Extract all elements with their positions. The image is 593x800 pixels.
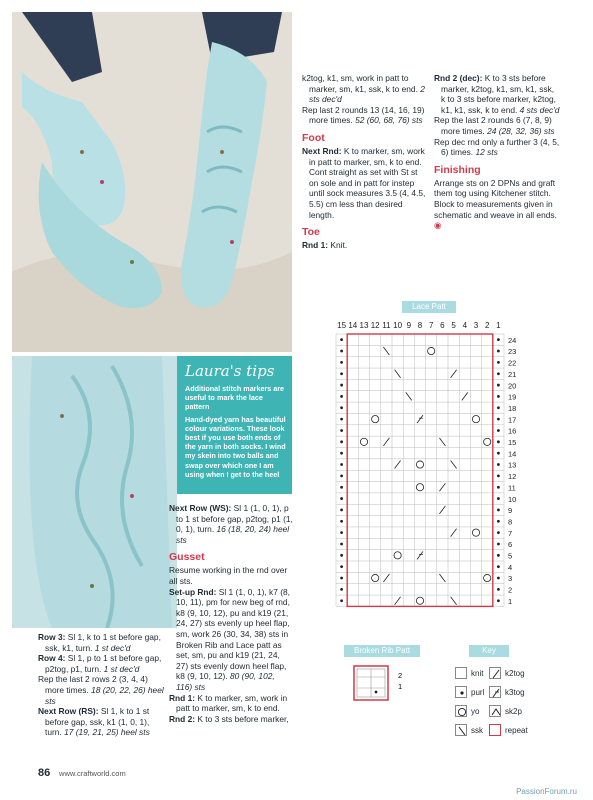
row-number: 14	[508, 449, 517, 459]
purl-dot-icon	[340, 452, 343, 455]
instruction-text: K to marker, sm, work in patt to marker, sm, k to end.	[176, 692, 288, 714]
tips-paragraph: Hand-dyed yarn has beautiful colour variations. These look best if you use both ends of the yarn in both socks. I wind my skein into two balls and swap over which one I am using when I get to the heel	[185, 414, 286, 479]
purl-dot-icon	[497, 452, 500, 455]
stitch-count: 16 (18, 20, 24) heel sts	[176, 524, 290, 545]
socks-photo	[12, 12, 292, 352]
row-number: 10	[508, 494, 517, 504]
instruction-text: Arrange sts on 2 DPNs and graft them tog using Kitchener stitch. Block to measurements given in schematic and weave in all ends.	[434, 177, 557, 220]
yo-circle-icon	[360, 438, 367, 445]
yo-circle-icon	[416, 484, 423, 491]
key-item-label: ssk	[471, 725, 483, 735]
yo-circle-icon	[416, 597, 423, 604]
rib-chart-label: Broken Rib Patt	[344, 645, 420, 657]
key-item-label: yo	[471, 706, 480, 716]
purl-dot-icon	[340, 543, 343, 546]
purl-dot-icon	[497, 486, 500, 489]
ssk-backslash-icon	[439, 574, 445, 582]
instruction-text: Rep the last 2 rounds 6 (7, 8, 9) more times.	[434, 115, 552, 136]
stitch-count: 17 (19, 21, 25) heel sts	[64, 727, 150, 738]
yo-circle-icon	[472, 529, 479, 536]
k2tog-slash-icon	[417, 415, 423, 423]
column-number: 12	[370, 321, 380, 330]
purl-dot-icon	[340, 372, 343, 375]
purl-dot-icon	[497, 577, 500, 580]
purl-dot-icon	[497, 361, 500, 364]
tips-box	[177, 356, 292, 494]
purl-dot-icon	[340, 554, 343, 557]
purl-dot-icon	[340, 509, 343, 512]
tips-paragraph: Additional stitch markers are useful to mark the lace pattern	[185, 384, 285, 412]
k2tog-slash-icon	[383, 574, 389, 582]
rib-chart	[352, 664, 412, 704]
purl-dot-icon	[340, 440, 343, 443]
instruction-text: Sl 1, k to 1 st before gap, ssk, k1 (1, 0, 1), turn.	[45, 706, 150, 738]
key-sk2p	[489, 705, 522, 717]
row-number: 1	[508, 596, 513, 606]
instruction-text: k2tog, k1, sm, work in patt to marker, sm, k1, ssk, k to end.	[302, 73, 418, 94]
purl-dot-icon	[340, 338, 343, 341]
row-number: 8	[508, 517, 513, 527]
instruction-text: Rep dec rnd only a further 3 (4, 5, 6) times.	[434, 136, 560, 158]
purl-dot-icon	[340, 497, 343, 500]
ssk-backslash-icon	[455, 724, 467, 736]
purl-dot-icon	[497, 599, 500, 602]
row-number: 3	[508, 574, 513, 584]
instruction-text: K to 3 sts before marker, k2tog, k1, sm, k1, ssk, k to 3 sts before marker, k2tog, k1, k1, ssk, k to end.	[441, 73, 556, 115]
purl-dot-icon	[340, 406, 343, 409]
stitch-count: 2 sts dec'd	[309, 83, 425, 105]
purl-dot-icon	[497, 565, 500, 568]
knit-square-icon	[455, 667, 467, 679]
instruction-text: Sl 1 (1, 0, 1), p to 1 st before gap, p2tog, p1 (1, 0, 1), turn.	[176, 503, 293, 535]
row-label: Next Row (RS):	[38, 706, 99, 717]
row-number: 23	[508, 347, 517, 357]
instructions-column-middle-bottom	[169, 503, 293, 724]
round-label: Set-up Rnd:	[169, 586, 217, 597]
instruction-text: Sl 1, p to 1 st before gap, p2tog, p1, turn.	[45, 653, 162, 674]
column-number: 4	[462, 321, 468, 330]
row-number: 12	[508, 472, 517, 482]
key-yo	[455, 705, 479, 717]
instruction-text: Sl 1 (1, 0, 1), k7 (8, 10, 11), pm for new beg of rnd, k8 (9, 10, 12), pu and k19 (21, 24, 27) sts evenly up heel flap, sm, work 26 (30, 34, 38) sts in Broken Rib and Lace patt as set, sm, pu and k19 (21, 24, 27) sts evenly down heel flap, k8 (9, 10, 12).	[176, 586, 290, 682]
purl-dot-icon	[497, 474, 500, 477]
yo-circle-icon	[372, 416, 379, 423]
purl-dot-icon	[497, 395, 500, 398]
lace-chart	[330, 318, 580, 613]
key-item-label: knit	[471, 668, 484, 678]
purl-dot-icon	[497, 509, 500, 512]
purl-dot-icon	[497, 338, 500, 341]
stitch-count: 12 sts	[475, 147, 498, 158]
round-label: Next Rnd:	[302, 145, 342, 156]
yo-circle-icon	[428, 347, 435, 354]
key-item-label: repeat	[505, 725, 528, 735]
round-label: Rnd 1:	[302, 240, 329, 251]
stitch-count: 80 (90, 102, 116) sts	[176, 671, 275, 692]
k2tog-slash-icon	[417, 551, 423, 559]
page-number: 86	[38, 767, 51, 779]
purl-dot-icon	[497, 588, 500, 591]
column-number: 8	[417, 321, 423, 330]
purl-dot-icon	[375, 691, 378, 694]
purl-dot-icon	[497, 463, 500, 466]
footer-url: www.craftworld.com	[59, 769, 126, 778]
instruction-text: Rep last 2 rounds 13 (14, 16, 19) more times.	[302, 104, 425, 126]
key-item-label: sk2p	[505, 706, 522, 716]
purl-dot-icon	[340, 350, 343, 353]
key-repeat	[489, 724, 528, 736]
yo-circle-icon	[372, 574, 379, 581]
yo-circle-icon	[416, 461, 423, 468]
ssk-backslash-icon	[451, 461, 457, 469]
purl-dot-icon	[497, 384, 500, 387]
end-mark-icon: ◉	[434, 220, 442, 231]
key-item-label: k3tog	[505, 687, 525, 697]
row-number: 6	[508, 540, 513, 550]
section-heading-toe: Toe	[302, 226, 320, 239]
row-label: Row 3:	[38, 632, 66, 642]
column-number: 14	[348, 321, 358, 330]
purl-dot-icon	[497, 418, 500, 421]
yo-circle-icon	[394, 552, 401, 559]
instruction-text: Sl 1, k to 1 st before gap, ssk, k1, turn.	[45, 632, 161, 653]
purl-dot-icon	[340, 395, 343, 398]
instruction-text: Knit.	[330, 240, 348, 251]
yo-circle-icon	[455, 705, 467, 717]
column-number: 15	[337, 321, 347, 330]
ssk-backslash-icon	[439, 438, 445, 446]
sock-detail-illustration	[12, 356, 177, 628]
rib-row-number: 1	[398, 682, 403, 691]
section-heading-foot: Foot	[302, 131, 325, 144]
k2tog-slash-icon	[383, 438, 389, 446]
instructions-column-right-top	[434, 73, 560, 231]
purl-dot-icon	[340, 361, 343, 364]
instructions-column-left-bottom	[38, 632, 166, 738]
rib-row-number: 2	[398, 671, 403, 680]
instruction-text: Resume working in the rnd over all sts.	[169, 565, 288, 586]
round-label: Rnd 2:	[169, 713, 196, 724]
tips-title: Laura's tips	[185, 362, 275, 380]
purl-dot-icon	[497, 554, 500, 557]
purl-dot-icon	[497, 531, 500, 534]
sock-detail-photo	[12, 356, 177, 628]
k2tog-slash-icon	[462, 392, 468, 400]
key-k2tog	[489, 667, 525, 679]
row-number: 17	[508, 415, 517, 425]
row-number: 20	[508, 381, 517, 391]
row-number: 21	[508, 369, 517, 379]
key-ssk	[455, 724, 483, 736]
row-number: 9	[508, 506, 513, 516]
k2tog-slash-icon	[439, 506, 445, 514]
sk2p-symbol-icon	[489, 705, 501, 717]
purl-dot-icon	[340, 531, 343, 534]
column-number: 10	[393, 321, 403, 330]
purl-dot-icon	[340, 474, 343, 477]
row-number: 22	[508, 358, 517, 368]
k2tog-slash-icon	[451, 529, 457, 537]
purl-dot-icon	[340, 384, 343, 387]
row-number: 16	[508, 426, 517, 436]
row-number: 11	[508, 483, 516, 493]
page-footer	[38, 767, 126, 779]
watermark: PassionForum.ru	[516, 787, 577, 796]
k2tog-slash-icon	[439, 483, 445, 491]
purl-dot-icon	[497, 440, 500, 443]
ssk-backslash-icon	[395, 370, 401, 378]
stitch-count: 1 st dec'd	[94, 642, 131, 653]
row-number: 15	[508, 438, 517, 447]
purl-dot-icon	[340, 599, 343, 602]
section-heading-finishing: Finishing	[434, 163, 481, 176]
column-number: 5	[451, 321, 456, 330]
row-number: 13	[508, 460, 517, 470]
column-number: 9	[406, 321, 412, 330]
row-number: 24	[508, 335, 517, 345]
key-purl	[455, 686, 484, 698]
yo-circle-icon	[484, 438, 491, 445]
k2tog-slash-icon	[395, 461, 401, 469]
purl-dot-icon	[340, 429, 343, 432]
purl-dot-icon	[455, 686, 467, 698]
stitch-count: 4 sts dec'd	[519, 104, 560, 115]
ssk-backslash-icon	[383, 347, 389, 355]
column-number: 11	[382, 321, 391, 330]
k2tog-slash-icon	[395, 597, 401, 605]
purl-dot-icon	[497, 429, 500, 432]
column-number: 7	[428, 321, 434, 330]
repeat-red-box-icon	[489, 724, 501, 736]
purl-dot-icon	[340, 565, 343, 568]
key-item-label: purl	[471, 687, 485, 697]
purl-dot-icon	[497, 543, 500, 546]
purl-dot-icon	[340, 577, 343, 580]
purl-dot-icon	[340, 418, 343, 421]
k2tog-slash-icon	[489, 667, 501, 679]
instructions-column-middle-top	[302, 73, 426, 251]
column-number: 3	[473, 321, 479, 330]
yo-circle-icon	[472, 416, 479, 423]
row-number: 18	[508, 403, 517, 413]
row-label: Next Row (WS):	[169, 503, 232, 513]
key-k3tog	[489, 686, 525, 698]
purl-dot-icon	[497, 372, 500, 375]
ssk-backslash-icon	[406, 392, 412, 400]
k2tog-slash-icon	[451, 370, 457, 378]
section-heading-gusset: Gusset	[169, 551, 205, 564]
lace-chart-label: Lace Patt	[402, 301, 456, 313]
stitch-count: 24 (28, 32, 36) sts	[487, 125, 555, 136]
instruction-text: K to marker, sm, work in patt to marker, sm, k to end. Cont straight as set with St st on sole and in patt for instep until sock measures 3.5 (4, 4.5, 5.5) cm less than desired length.	[309, 145, 426, 220]
round-label: Rnd 1:	[169, 692, 196, 703]
row-number: 2	[508, 585, 513, 595]
column-number: 6	[440, 321, 445, 330]
stitch-count: 1 st dec'd	[103, 663, 140, 674]
socks-illustration	[12, 12, 292, 352]
row-label: Row 4:	[38, 653, 66, 664]
column-number: 2	[484, 321, 490, 330]
purl-dot-icon	[497, 497, 500, 500]
row-number: 19	[508, 392, 517, 402]
row-number: 7	[508, 528, 513, 538]
row-number: 4	[508, 562, 513, 572]
instruction-text: K to 3 sts before marker,	[197, 713, 289, 724]
ssk-backslash-icon	[451, 597, 457, 605]
purl-dot-icon	[497, 406, 500, 409]
stitch-count: 18 (20, 22, 26) heel sts	[45, 684, 164, 706]
column-number: 13	[359, 321, 369, 330]
purl-dot-icon	[497, 520, 500, 523]
column-number: 1	[496, 321, 501, 330]
purl-dot-icon	[340, 463, 343, 466]
yo-circle-icon	[484, 574, 491, 581]
round-label: Rnd 2 (dec):	[434, 73, 483, 83]
stitch-count: 52 (60, 68, 76) sts	[355, 115, 423, 126]
key-label: Key	[469, 645, 509, 657]
purl-dot-icon	[497, 350, 500, 353]
purl-dot-icon	[340, 486, 343, 489]
purl-dot-icon	[340, 588, 343, 591]
k3tog-symbol-icon	[489, 686, 501, 698]
key-item-label: k2tog	[505, 668, 525, 678]
purl-dot-icon	[340, 520, 343, 523]
key-knit	[455, 667, 483, 679]
row-number: 5	[508, 551, 513, 561]
instruction-text: Rep the last 2 rows 2 (3, 4, 4) more times.	[38, 674, 148, 695]
